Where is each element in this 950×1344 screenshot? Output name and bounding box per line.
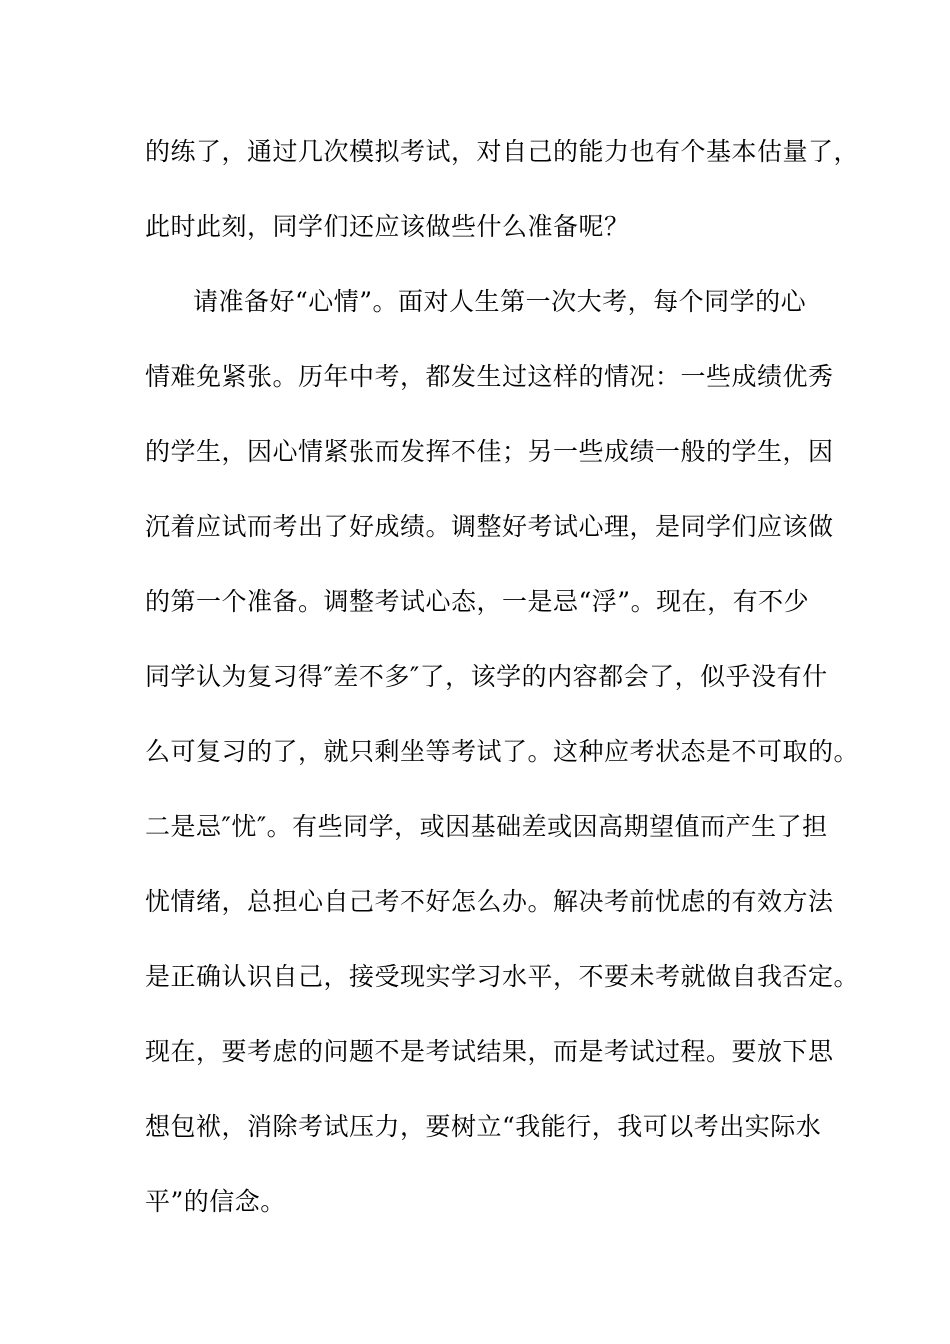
text-line: 现在，要考虑的问题不是考试结果，而是考试过程。要放下思 [145, 1037, 834, 1066]
text-line: 想包袱，消除考试压力，要树立“我能行，我可以考出实际水 [145, 1112, 822, 1141]
text-line: 忧情绪，总担心自己考不好怎么办。解决考前忧虑的有效方法 [145, 887, 834, 916]
paragraph-start-line: 请准备好“心情”。面对人生第一次大考，每个同学的心 [193, 287, 807, 316]
text-line: 的第一个准备。调整考试心态，一是忌“浮”。现在，有不少 [145, 587, 810, 616]
text-line: 的学生，因心情紧张而发挥不佳；另一些成绩一般的学生，因 [145, 437, 834, 466]
body-text [145, 128, 860, 1253]
text-line: 的练了，通过几次模拟考试，对自己的能力也有个基本估量了， [145, 137, 860, 166]
text-line: 是正确认识自己，接受现实学习水平，不要未考就做自我否定。 [145, 962, 860, 991]
text-line: 二是忌″忧″。有些同学，或因基础差或因高期望值而产生了担 [145, 812, 828, 841]
text-line: 么可复习的了，就只剩坐等考试了。这种应考状态是不可取的。 [145, 737, 860, 766]
text-line: 同学认为复习得″差不多″了，该学的内容都会了，似乎没有什 [145, 662, 828, 691]
text-line: 此时此刻，同学们还应该做些什么准备呢？ [145, 212, 630, 241]
text-line: 情难免紧张。历年中考，都发生过这样的情况：一些成绩优秀 [145, 362, 834, 391]
text-line: 平”的信念。 [145, 1187, 286, 1216]
text-line: 沉着应试而考出了好成绩。调整好考试心理，是同学们应该做 [145, 512, 834, 541]
